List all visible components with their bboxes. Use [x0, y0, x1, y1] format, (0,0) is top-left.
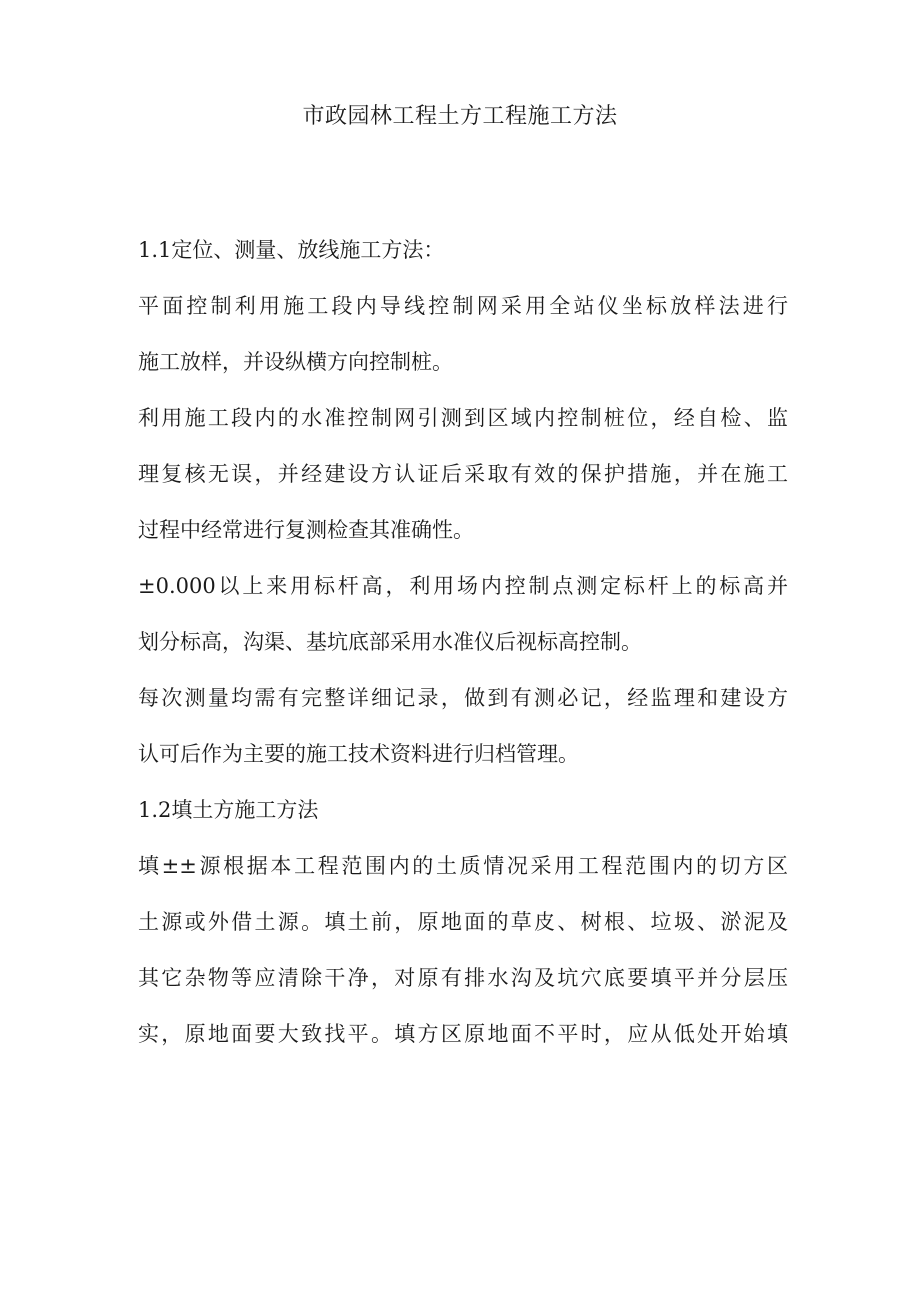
paragraph-line: 填±±源根据本工程范围内的土质情况采用工程范围内的切方区	[138, 854, 788, 878]
section-heading-1-1: 1.1定位、测量、放线施工方法：	[138, 238, 445, 262]
paragraph-line: 其它杂物等应清除干净，对原有排水沟及坑穴底要填平并分层压	[138, 966, 788, 990]
paragraph-line: 实，原地面要大致找平。填方区原地面不平时，应从低处开始填	[138, 1022, 788, 1046]
paragraph-line: 过程中经常进行复测检查其准确性。	[138, 518, 474, 542]
paragraph-line: 利用施工段内的水准控制网引测到区域内控制桩位，经自检、监	[138, 406, 788, 430]
paragraph-line: 每次测量均需有完整详细记录，做到有测必记，经监理和建设方	[138, 686, 788, 710]
paragraph-line: 土源或外借土源。填土前，原地面的草皮、树根、垃圾、淤泥及	[138, 910, 788, 934]
document-body	[138, 222, 788, 1062]
document-title: 市政园林工程土方工程施工方法	[302, 104, 618, 129]
paragraph-line: 平面控制利用施工段内导线控制网采用全站仪坐标放样法进行	[138, 294, 788, 318]
paragraph-line: 划分标高，沟渠、基坑底部采用水准仪后视标高控制。	[138, 630, 642, 654]
section-heading-1-2: 1.2填土方施工方法	[138, 798, 319, 822]
paragraph-line: ±0.000以上来用标杆高，利用场内控制点测定标杆上的标高并	[138, 574, 788, 598]
paragraph-line: 理复核无误，并经建设方认证后采取有效的保护措施，并在施工	[138, 462, 788, 486]
paragraph-line: 认可后作为主要的施工技术资料进行归档管理。	[138, 742, 579, 766]
paragraph-line: 施工放样，并设纵横方向控制桩。	[138, 350, 453, 374]
